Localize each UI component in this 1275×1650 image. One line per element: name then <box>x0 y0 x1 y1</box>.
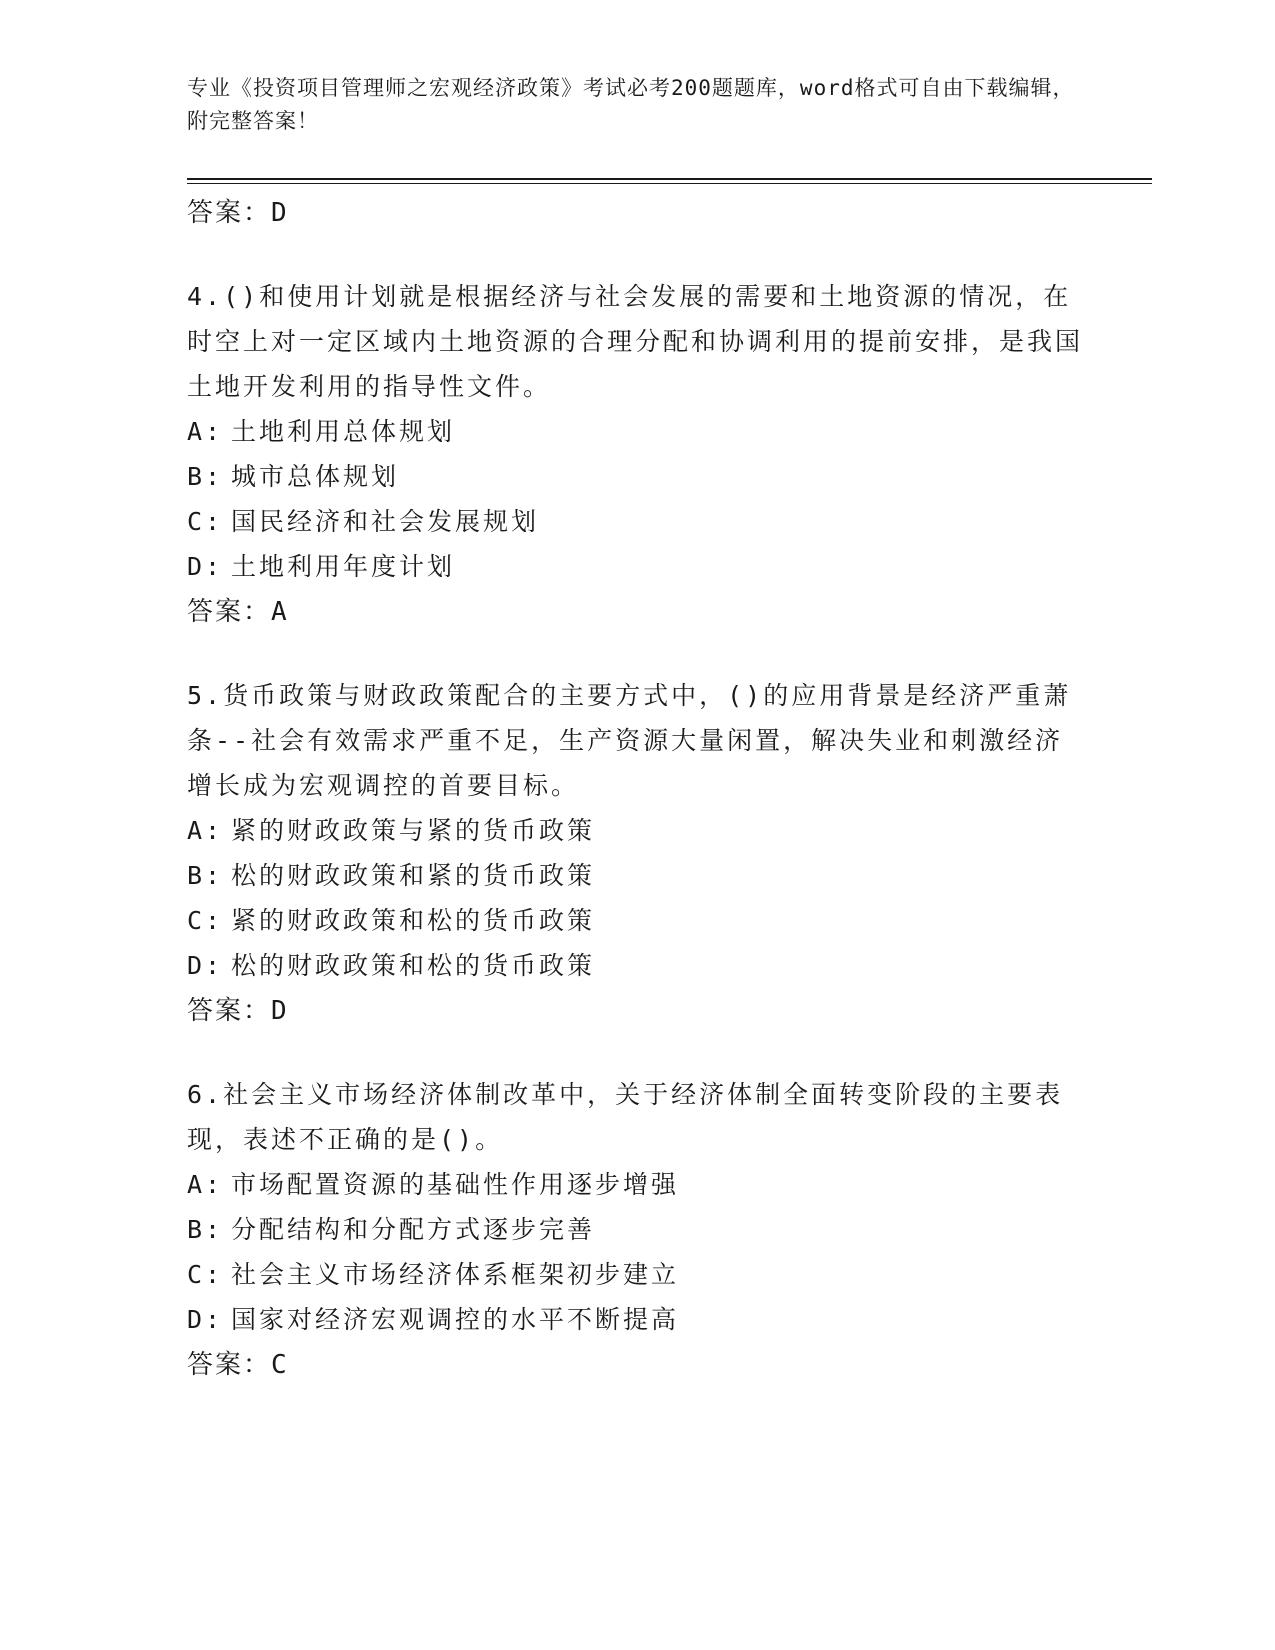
option-b <box>187 1207 1087 1252</box>
option-b <box>187 454 1087 499</box>
document-header: 专业《投资项目管理师之宏观经济政策》考试必考200题题库，word格式可自由下载编辑，附完整答案！ <box>187 76 1075 133</box>
question-text: 5.货币政策与财政政策配合的主要方式中，()的应用背景是经济严重萧条--社会有效需求严重不足，生产资源大量闲置，解决失业和刺激经济增长成为宏观调控的首要目标。 <box>187 681 1072 800</box>
option-text: 紧的财政政策和松的货币政策 <box>231 906 596 935</box>
option-text: 松的财政政策和松的货币政策 <box>231 951 596 980</box>
option-letter: B: <box>187 1215 224 1244</box>
option-text: 城市总体规划 <box>231 462 400 491</box>
option-text: 土地利用年度计划 <box>231 552 456 581</box>
answer-line: 答案：D <box>187 996 289 1026</box>
option-a <box>187 409 1087 454</box>
option-c <box>187 499 1087 544</box>
option-b <box>187 853 1087 898</box>
option-letter: C: <box>187 507 224 536</box>
option-letter: C: <box>187 906 224 935</box>
option-text: 分配结构和分配方式逐步完善 <box>231 1215 596 1244</box>
option-d <box>187 544 1087 589</box>
question-text: 4.()和使用计划就是根据经济与社会发展的需要和土地资源的情况，在时空上对一定区域内土地资源的合理分配和协调利用的提前安排，是我国土地开发利用的指导性文件。 <box>187 282 1084 401</box>
answer-line: 答案：A <box>187 597 289 627</box>
answer-line: 答案：C <box>187 1350 289 1380</box>
option-c <box>187 1252 1087 1297</box>
option-text: 市场配置资源的基础性作用逐步增强 <box>231 1170 680 1199</box>
option-letter: B: <box>187 861 224 890</box>
question-list <box>187 190 1087 1388</box>
option-text: 社会主义市场经济体系框架初步建立 <box>231 1260 680 1289</box>
option-text: 国民经济和社会发展规划 <box>231 507 540 536</box>
option-letter: C: <box>187 1260 224 1289</box>
option-letter: D: <box>187 552 224 581</box>
option-letter: A: <box>187 417 224 446</box>
option-a <box>187 1162 1087 1207</box>
option-letter: D: <box>187 951 224 980</box>
option-letter: A: <box>187 816 224 845</box>
option-d <box>187 1297 1087 1342</box>
option-text: 国家对经济宏观调控的水平不断提高 <box>231 1305 680 1334</box>
option-letter: D: <box>187 1305 224 1334</box>
option-text: 松的财政政策和紧的货币政策 <box>231 861 596 890</box>
option-c <box>187 898 1087 943</box>
answer-line: 答案：D <box>187 198 289 228</box>
option-text: 紧的财政政策与紧的货币政策 <box>231 816 596 845</box>
option-d <box>187 943 1087 988</box>
option-a <box>187 808 1087 853</box>
header-divider-thin <box>187 183 1152 184</box>
question-text: 6.社会主义市场经济体制改革中，关于经济体制全面转变阶段的主要表现，表述不正确的是()。 <box>187 1080 1064 1154</box>
option-letter: A: <box>187 1170 224 1199</box>
header-divider <box>187 178 1152 180</box>
option-text: 土地利用总体规划 <box>231 417 456 446</box>
option-letter: B: <box>187 462 224 491</box>
